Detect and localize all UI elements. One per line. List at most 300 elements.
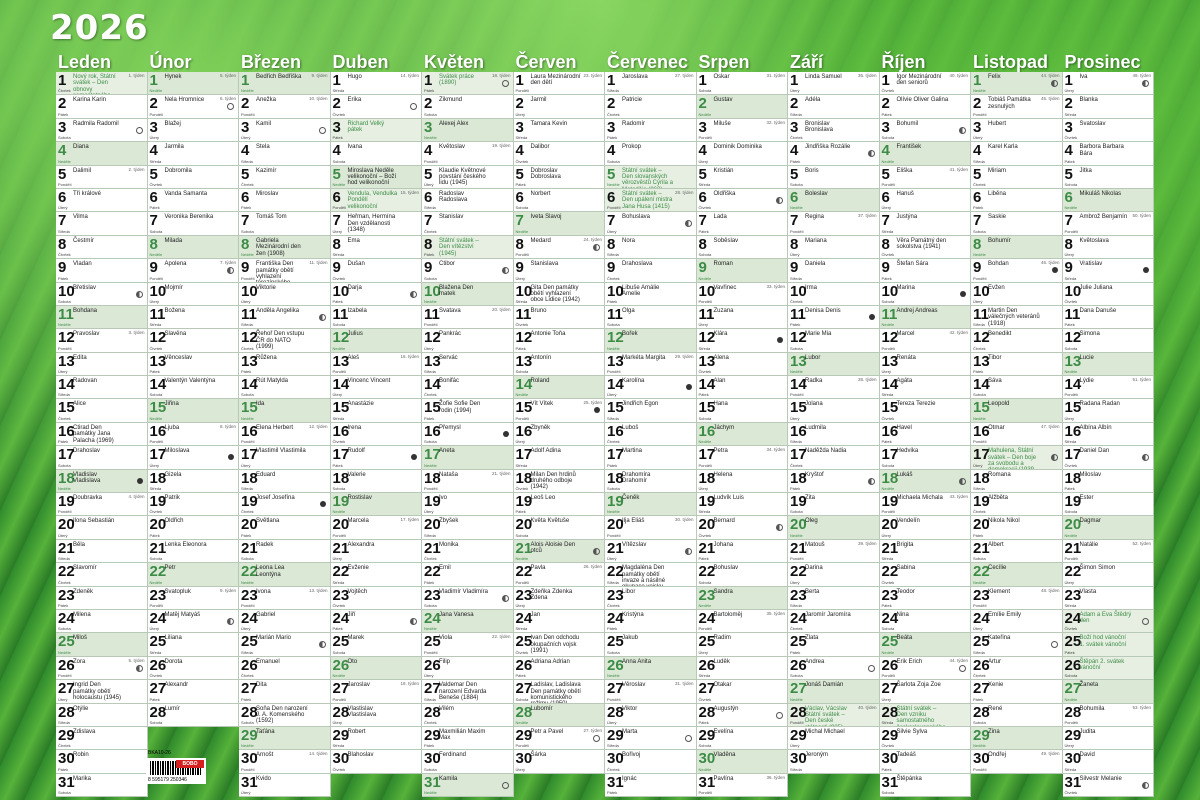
day-number: 31 bbox=[1064, 773, 1082, 791]
day-cell bbox=[1063, 610, 1155, 633]
week-number: 39. týden bbox=[857, 540, 877, 546]
name-day: Ondřej bbox=[988, 752, 1007, 759]
day-number: 31 bbox=[698, 773, 716, 791]
weekday-name: Sobota bbox=[424, 111, 437, 117]
day-cell bbox=[605, 189, 697, 212]
month-days bbox=[514, 72, 606, 774]
day-number: 30 bbox=[424, 750, 441, 768]
day-cell bbox=[331, 329, 423, 352]
day-number: 14 bbox=[149, 376, 167, 394]
day-number: 13 bbox=[424, 352, 441, 370]
name-day: Augustýn bbox=[713, 705, 739, 712]
day-cell bbox=[148, 516, 240, 539]
day-cell bbox=[148, 142, 240, 165]
day-cell bbox=[331, 119, 423, 142]
day-cell bbox=[56, 610, 148, 633]
day-number: 3 bbox=[790, 118, 799, 136]
day-number: 28 bbox=[149, 703, 167, 721]
day-cell bbox=[971, 166, 1063, 189]
weekday-name: Pondělí bbox=[515, 252, 530, 258]
day-cell bbox=[514, 212, 606, 235]
day-cell bbox=[148, 587, 240, 610]
day-number: 21 bbox=[1064, 539, 1082, 557]
name-day: Klement bbox=[988, 588, 1011, 595]
moon-phase-icon bbox=[960, 291, 966, 297]
day-number: 25 bbox=[58, 633, 75, 651]
day-number: 29 bbox=[1064, 726, 1082, 744]
weekday-name: Středa bbox=[698, 509, 711, 515]
day-cell bbox=[331, 283, 423, 306]
day-cell bbox=[971, 259, 1063, 282]
day-cell bbox=[239, 329, 331, 352]
day-cell bbox=[422, 657, 514, 680]
week-number: 41. týden bbox=[949, 166, 968, 172]
day-cell bbox=[422, 189, 514, 212]
week-number: 43. týden bbox=[949, 494, 968, 500]
day-number: 18 bbox=[881, 469, 899, 487]
day-number: 24 bbox=[790, 609, 807, 627]
name-day: Leona Lea Leontýna bbox=[256, 565, 285, 578]
name-day: Ludvík Luis bbox=[713, 495, 744, 502]
day-number: 21 bbox=[881, 539, 899, 557]
day-number: 7 bbox=[881, 212, 890, 230]
name-day: Olga bbox=[622, 307, 635, 314]
day-cell bbox=[148, 95, 240, 118]
day-cell bbox=[880, 727, 972, 750]
day-cell bbox=[514, 283, 606, 306]
day-number: 25 bbox=[241, 633, 258, 651]
name-day: Zina bbox=[988, 728, 1000, 735]
day-number: 9 bbox=[332, 259, 341, 277]
name-day: Justýna bbox=[896, 214, 918, 221]
day-number: 24 bbox=[607, 609, 624, 627]
day-number: 9 bbox=[515, 259, 524, 277]
day-cell bbox=[422, 727, 514, 750]
weekday-name: Sobota bbox=[698, 252, 712, 258]
day-cell bbox=[697, 446, 789, 469]
day-cell bbox=[697, 95, 789, 118]
week-number: 8. týden bbox=[219, 423, 236, 429]
weekday-name: Sobota bbox=[332, 322, 346, 328]
day-cell bbox=[422, 142, 514, 165]
day-cell bbox=[1063, 657, 1155, 680]
day-cell bbox=[148, 376, 240, 399]
day-number: 5 bbox=[1064, 165, 1073, 183]
weekday-name: Čtvrtek bbox=[698, 369, 712, 375]
day-cell bbox=[56, 329, 148, 352]
name-day: Zuzana bbox=[713, 307, 734, 314]
week-number: 9. týden bbox=[311, 73, 328, 78]
weekday-name: Pátek bbox=[149, 205, 160, 211]
day-number: 3 bbox=[607, 118, 616, 136]
name-day: Ema bbox=[347, 237, 360, 244]
name-day: Petr bbox=[164, 565, 176, 572]
name-day: Adolf Adina bbox=[530, 448, 561, 455]
weekday-name: Středa bbox=[881, 556, 894, 562]
day-number: 8 bbox=[58, 235, 67, 253]
week-number: 5. týden bbox=[219, 73, 236, 78]
weekday-name: Pondělí bbox=[973, 275, 987, 281]
name-day: Svátek práce (1890) bbox=[439, 74, 475, 87]
weekday-name: Pondělí bbox=[58, 181, 72, 187]
day-cell bbox=[971, 516, 1063, 539]
name-day: Dušan bbox=[347, 261, 365, 268]
name-day: Matouš bbox=[805, 541, 825, 548]
day-cell bbox=[1063, 540, 1155, 563]
day-number: 7 bbox=[149, 212, 158, 230]
day-number: 23 bbox=[149, 586, 167, 604]
name-day: Alena bbox=[713, 354, 729, 361]
weekday-name: Pátek bbox=[332, 462, 343, 468]
day-cell bbox=[1063, 72, 1155, 95]
name-day: Tamara Kevin bbox=[530, 120, 568, 127]
day-number: 26 bbox=[149, 656, 167, 674]
day-cell bbox=[605, 119, 697, 142]
day-cell bbox=[331, 563, 423, 586]
week-number: 32. týden bbox=[766, 119, 785, 125]
day-number: 25 bbox=[607, 633, 624, 651]
day-cell bbox=[788, 727, 880, 750]
name-day: Petr a Pavel bbox=[530, 728, 564, 735]
day-number: 15 bbox=[149, 399, 167, 417]
day-number: 31 bbox=[241, 773, 258, 791]
day-cell bbox=[880, 657, 972, 680]
day-number: 17 bbox=[332, 446, 350, 464]
day-cell bbox=[514, 423, 606, 446]
month-days bbox=[56, 72, 148, 797]
weekday-name: Pondělí bbox=[149, 439, 164, 445]
name-day: Oldřich bbox=[164, 518, 184, 525]
name-day: Soběslav bbox=[713, 237, 739, 244]
weekday-name: Pátek bbox=[424, 415, 435, 421]
name-day: Luděk bbox=[713, 658, 730, 665]
month-name: Únor bbox=[149, 52, 192, 72]
name-day: Bruno bbox=[530, 307, 547, 314]
moon-phase-icon bbox=[1052, 267, 1058, 273]
day-cell bbox=[1063, 587, 1155, 610]
day-number: 1 bbox=[58, 72, 67, 89]
weekday-name: Středa bbox=[698, 673, 711, 679]
day-cell bbox=[1063, 306, 1155, 329]
week-number: 28. týden bbox=[674, 189, 694, 195]
name-day: Lukáš bbox=[896, 471, 913, 478]
name-day: Anna Anita bbox=[622, 658, 652, 665]
weekday-name: Neděle bbox=[790, 205, 803, 211]
day-cell bbox=[971, 750, 1063, 773]
name-day: Bohumil bbox=[896, 120, 919, 127]
weekday-name: Čtvrtek bbox=[1064, 790, 1078, 796]
day-number: 5 bbox=[973, 165, 982, 183]
day-cell bbox=[239, 189, 331, 212]
moon-phase-icon bbox=[502, 595, 509, 602]
day-number: 15 bbox=[241, 399, 258, 417]
day-number: 27 bbox=[424, 680, 441, 698]
name-day: Emílie Emily bbox=[988, 611, 1022, 618]
weekday-name: Čtvrtek bbox=[58, 743, 71, 749]
day-number: 28 bbox=[881, 703, 899, 721]
weekday-name: Pondělí bbox=[607, 696, 621, 702]
name-day: Evženie bbox=[347, 565, 369, 572]
day-cell bbox=[422, 470, 514, 493]
name-day: Radomír bbox=[622, 120, 646, 127]
day-cell bbox=[239, 493, 331, 516]
day-cell bbox=[514, 587, 606, 610]
name-day: Ida bbox=[256, 401, 265, 408]
weekday-name: Pátek bbox=[332, 298, 343, 304]
weekday-name: Středa bbox=[515, 298, 528, 304]
day-cell bbox=[239, 236, 331, 259]
day-cell bbox=[605, 95, 697, 118]
weekday-name: Pátek bbox=[424, 252, 435, 258]
weekday-name: Středa bbox=[790, 766, 802, 772]
day-number: 4 bbox=[515, 142, 524, 160]
day-number: 23 bbox=[424, 586, 441, 604]
day-number: 14 bbox=[881, 376, 899, 394]
name-day: Bernard bbox=[713, 518, 735, 525]
day-cell bbox=[1063, 119, 1155, 142]
weekday-name: Čtvrtek bbox=[698, 532, 712, 538]
weekday-name: Sobota bbox=[332, 649, 346, 655]
day-cell bbox=[331, 493, 423, 516]
weekday-name: Pátek bbox=[790, 649, 801, 655]
name-day: Boží hod vánoční 1. svátek vánoční bbox=[1079, 635, 1127, 648]
name-day: Anastázie bbox=[347, 401, 374, 408]
day-number: 26 bbox=[607, 656, 624, 674]
day-cell bbox=[880, 329, 972, 352]
name-day: Zikmund bbox=[439, 97, 463, 104]
name-day: Valentýn Valentýna bbox=[164, 378, 216, 385]
weekday-name: Čtvrtek bbox=[515, 322, 529, 328]
day-number: 15 bbox=[698, 399, 716, 417]
day-cell bbox=[971, 376, 1063, 399]
day-number: 4 bbox=[1064, 142, 1073, 160]
day-cell bbox=[880, 704, 972, 727]
weekday-name: Pondělí bbox=[790, 556, 804, 562]
day-number: 1 bbox=[698, 72, 707, 89]
day-cell bbox=[697, 166, 789, 189]
day-cell bbox=[788, 329, 880, 352]
weekday-name: Čtvrtek bbox=[424, 556, 437, 562]
weekday-name: Sobota bbox=[698, 415, 712, 421]
day-number: 25 bbox=[698, 633, 716, 651]
day-number: 24 bbox=[58, 609, 75, 627]
day-number: 13 bbox=[149, 352, 167, 370]
day-cell bbox=[331, 423, 423, 446]
name-day: Sabina bbox=[896, 565, 916, 572]
day-number: 26 bbox=[332, 656, 350, 674]
name-day: Světlana bbox=[256, 518, 280, 525]
name-day: Blažena Den matek bbox=[439, 284, 474, 297]
day-cell bbox=[56, 259, 148, 282]
day-number: 1 bbox=[973, 72, 982, 89]
day-number: 26 bbox=[1064, 656, 1082, 674]
weekday-name: Pondělí bbox=[698, 135, 713, 141]
day-cell bbox=[605, 680, 697, 703]
name-day: Jan bbox=[530, 611, 541, 618]
day-number: 26 bbox=[973, 656, 990, 674]
weekday-name: Pátek bbox=[607, 462, 618, 468]
weekday-name: Pátek bbox=[698, 556, 709, 562]
name-day: Vítězslav bbox=[622, 541, 647, 548]
day-cell bbox=[331, 95, 423, 118]
week-number: 44. týden bbox=[949, 657, 968, 663]
day-number: 27 bbox=[515, 680, 533, 698]
name-day: Miroslav bbox=[256, 190, 279, 197]
name-day: Vendelín bbox=[896, 518, 920, 525]
day-number: 19 bbox=[424, 493, 441, 511]
day-number: 22 bbox=[332, 563, 350, 581]
weekday-name: Neděle bbox=[241, 579, 254, 585]
day-number: 21 bbox=[607, 539, 624, 557]
moon-phase-icon bbox=[959, 478, 966, 485]
day-cell bbox=[239, 774, 331, 797]
week-number: 20. týden bbox=[491, 306, 511, 312]
name-day: Věroslav bbox=[622, 682, 646, 689]
weekday-name: Pátek bbox=[241, 532, 252, 538]
day-number: 28 bbox=[58, 703, 75, 721]
day-cell bbox=[239, 470, 331, 493]
weekday-name: Úterý bbox=[332, 228, 343, 234]
day-cell bbox=[514, 516, 606, 539]
day-number: 23 bbox=[241, 586, 258, 604]
day-number: 3 bbox=[149, 118, 158, 136]
moon-phase-icon bbox=[686, 384, 692, 390]
name-day: Marián Mario bbox=[256, 635, 292, 642]
day-cell bbox=[971, 119, 1063, 142]
weekday-name: Pátek bbox=[58, 111, 69, 117]
day-number: 2 bbox=[698, 95, 707, 113]
day-cell bbox=[788, 680, 880, 703]
name-day: Ester bbox=[1079, 495, 1094, 502]
day-cell bbox=[514, 189, 606, 212]
name-day: Tereza Terezie bbox=[896, 401, 936, 408]
day-number: 18 bbox=[1064, 469, 1082, 487]
day-number: 7 bbox=[241, 212, 250, 230]
weekday-name: Pátek bbox=[58, 602, 69, 608]
name-day: Alexej Alex bbox=[439, 120, 469, 127]
moon-phase-icon bbox=[593, 548, 600, 555]
name-day: Natálie bbox=[1079, 541, 1099, 548]
weekday-name: Pondělí bbox=[607, 369, 621, 375]
moon-phase-icon bbox=[319, 641, 326, 648]
name-day: Norbert bbox=[530, 190, 551, 197]
weekday-name: Úterý bbox=[149, 462, 160, 468]
day-number: 6 bbox=[607, 188, 616, 206]
weekday-name: Úterý bbox=[1064, 415, 1075, 421]
weekday-name: Pondělí bbox=[149, 275, 164, 281]
weekday-name: Úterý bbox=[58, 532, 68, 538]
name-day: Lýdie bbox=[1079, 378, 1094, 385]
day-cell bbox=[56, 563, 148, 586]
day-number: 18 bbox=[607, 469, 624, 487]
day-number: 23 bbox=[607, 586, 624, 604]
name-day: Šárka bbox=[530, 752, 547, 759]
week-number: 42. týden bbox=[949, 330, 968, 336]
name-day: Vlastislav Vlastislava bbox=[347, 705, 377, 718]
day-cell bbox=[56, 657, 148, 680]
week-number: 31. týden bbox=[674, 681, 694, 687]
week-number: 14. týden bbox=[308, 751, 328, 757]
day-number: 11 bbox=[790, 305, 806, 323]
day-number: 20 bbox=[332, 516, 350, 534]
day-number: 21 bbox=[332, 539, 350, 557]
weekday-name: Sobota bbox=[790, 181, 803, 187]
name-day: Štefan Sára bbox=[896, 261, 929, 268]
weekday-name: Sobota bbox=[241, 556, 254, 562]
name-day: Ignác bbox=[622, 775, 637, 782]
name-day: Mariana bbox=[805, 237, 827, 244]
name-day: Vavřinec bbox=[713, 284, 737, 291]
day-number: 20 bbox=[58, 516, 75, 534]
day-cell bbox=[422, 329, 514, 352]
weekday-name: Pondělí bbox=[241, 766, 255, 772]
weekday-name: Úterý bbox=[332, 719, 343, 725]
day-cell bbox=[239, 283, 331, 306]
day-cell bbox=[422, 212, 514, 235]
day-number: 9 bbox=[241, 259, 250, 277]
day-cell bbox=[514, 353, 606, 376]
weekday-name: Neděle bbox=[424, 462, 437, 468]
day-number: 16 bbox=[698, 422, 716, 440]
weekday-name: Sobota bbox=[58, 135, 71, 141]
name-day: Lubor bbox=[805, 354, 821, 361]
moon-phase-icon bbox=[959, 127, 966, 134]
day-cell bbox=[697, 306, 789, 329]
day-number: 10 bbox=[698, 282, 716, 300]
day-number: 6 bbox=[332, 188, 341, 206]
weekday-name: Čtvrtek bbox=[607, 111, 620, 117]
day-cell bbox=[56, 540, 148, 563]
day-number: 21 bbox=[973, 539, 990, 557]
weekday-name: Pátek bbox=[515, 673, 526, 679]
day-number: 29 bbox=[424, 726, 441, 744]
weekday-name: Sobota bbox=[58, 298, 71, 304]
day-cell bbox=[605, 423, 697, 446]
month-name: Duben bbox=[332, 52, 389, 72]
day-number: 20 bbox=[790, 516, 807, 534]
day-cell bbox=[56, 446, 148, 469]
weekday-name: Pondělí bbox=[790, 228, 804, 234]
week-number: 17. týden bbox=[400, 517, 419, 523]
day-number: 23 bbox=[881, 586, 899, 604]
weekday-name: Pátek bbox=[515, 345, 526, 351]
day-number: 4 bbox=[607, 142, 616, 160]
name-day: Stanislava bbox=[530, 261, 559, 268]
week-number: 19. týden bbox=[491, 143, 511, 149]
name-day: Drahoslava bbox=[622, 261, 653, 268]
day-cell bbox=[971, 587, 1063, 610]
name-day: Hanuš bbox=[896, 190, 914, 197]
day-number: 7 bbox=[1064, 212, 1073, 230]
day-cell bbox=[971, 95, 1063, 118]
day-cell bbox=[605, 212, 697, 235]
day-number: 10 bbox=[973, 282, 990, 300]
day-cell bbox=[331, 704, 423, 727]
weekday-name: Pondělí bbox=[881, 673, 896, 679]
weekday-name: Pátek bbox=[698, 228, 709, 234]
name-day: Luboš bbox=[622, 424, 639, 431]
day-cell bbox=[788, 212, 880, 235]
day-number: 2 bbox=[607, 95, 616, 113]
weekday-name: Středa bbox=[881, 392, 894, 398]
weekday-name: Sobota bbox=[58, 626, 71, 632]
day-number: 7 bbox=[973, 212, 982, 230]
month-column bbox=[331, 52, 423, 797]
day-cell bbox=[422, 774, 514, 797]
name-day: Bedřich Bedřiška bbox=[256, 74, 302, 80]
name-day: Nela Hromnice bbox=[164, 97, 205, 104]
name-day: Bohumír bbox=[988, 237, 1011, 244]
